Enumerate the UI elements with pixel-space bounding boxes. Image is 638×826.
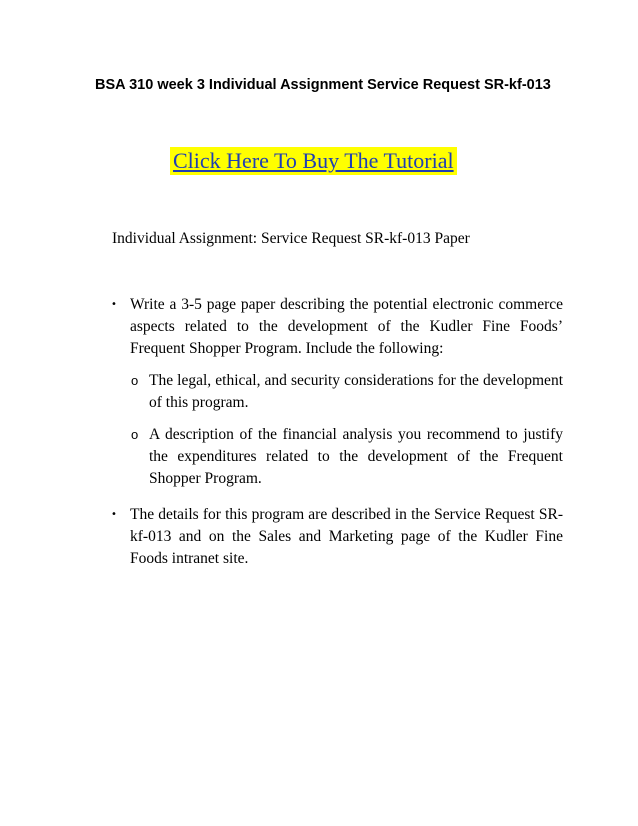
list-item [108, 504, 563, 570]
page-title: BSA 310 week 3 Individual Assignment Service Request SR-kf-013 [95, 77, 551, 93]
assignment-subtitle: Individual Assignment: Service Request SR-kf-013 Paper [112, 230, 470, 247]
list-item [108, 294, 563, 490]
sub-list-item [130, 370, 563, 414]
bullet-text: The details for this program are described in the Service Request SR-kf-013 and on the Sales and Marketing page of the Kudler Fine Foods intranet site. [130, 506, 563, 567]
sub-list [130, 370, 563, 490]
sub-item-text: A description of the financial analysis you recommend to justify the expenditures related to the development of the Frequent Shopper Program. [149, 426, 563, 487]
bullet-text: Write a 3-5 page paper describing the potential electronic commerce aspects related to the development of the Kudler Fine Foods’ Frequent Shopper Program. Include the following: [130, 296, 563, 357]
bullet-icon: • [111, 299, 117, 310]
hollow-bullet-icon: o [131, 373, 139, 388]
bullet-icon: • [111, 509, 117, 520]
tutorial-link-container [170, 147, 457, 175]
hollow-bullet-icon: o [131, 427, 139, 442]
sub-item-text: The legal, ethical, and security considerations for the development of this program. [149, 372, 563, 411]
assignment-bullet-list [108, 294, 563, 570]
sub-list-item [130, 424, 563, 490]
buy-tutorial-link[interactable]: Click Here To Buy The Tutorial [170, 147, 457, 175]
